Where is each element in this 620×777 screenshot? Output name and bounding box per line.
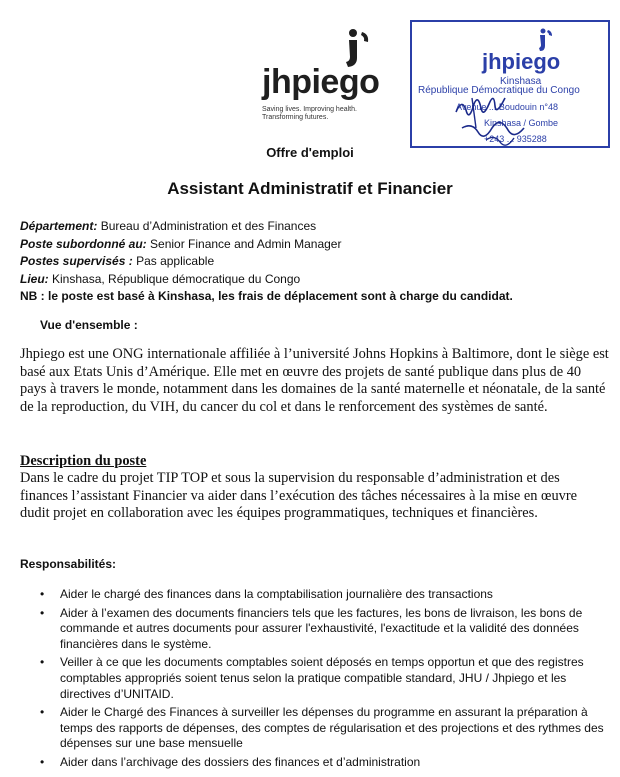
- lieu-label: Lieu:: [20, 271, 49, 286]
- responsibilities-list: [40, 587, 612, 774]
- overview-paragraph: Jhpiego est une ONG internationale affiliée à l’université Johns Hopkins à Baltimore, dont le siège est basé aux Etats Unis d’Amérique. Elle met en œuvre des projets de santé publique dans plus de 40 pays à travers le monde, notamment dans les domaines de la santé maternelle et néonatale, de la santé de la reproduction, du VIH, du cancer du col et dans le renforcement des systèmes de santé.: [20, 346, 609, 415]
- postes-supervises-value: Pas applicable: [132, 254, 215, 268]
- list-item-text: Aider dans l’archivage des dossiers des finances et d’administration: [60, 754, 421, 769]
- postes-supervises-row: [20, 253, 513, 271]
- poste-subordonne-value: Senior Finance and Admin Manager: [146, 236, 342, 251]
- stamp-country: République Démocratique du Congo: [418, 85, 580, 96]
- departement-label: Département:: [20, 219, 98, 233]
- logo-tagline-line-2: Transforming futures.: [262, 114, 329, 121]
- poste-subordonne-label: Poste subordonné au:: [20, 236, 147, 251]
- lieu-row: [20, 271, 513, 289]
- bullet-icon: •: [40, 705, 45, 720]
- poste-subordonne-row: [20, 236, 513, 254]
- bullet-icon: •: [40, 655, 45, 670]
- bullet-icon: •: [40, 587, 45, 601]
- jhpiego-logo: [262, 28, 380, 128]
- list-item-text: Aider le Chargé des Finances à surveiller les dépenses du programme en assurant la préparation à temps des rapports de dépenses, des comptes de régularisation et des projections et des rythmes des dépenses sur une base mensuelle: [60, 705, 604, 751]
- departement-row: [20, 218, 513, 236]
- postes-supervises-label: Postes supervisés :: [20, 254, 133, 268]
- list-item-text: Veiller à ce que les documents comptables soient déposés en temps opportun et que des registres comptables appropriés soient tenus selon la pratique compatible standard, JHU / Jhpiego et les directives d’UNITAID.: [60, 655, 584, 701]
- job-offer-label: Offre d'emploi: [266, 145, 354, 160]
- jhpiego-mark-icon: [338, 28, 374, 68]
- overview-heading: Vue d'ensemble :: [40, 318, 138, 332]
- responsibilities-heading: Responsabilités:: [20, 557, 117, 571]
- list-item-text: Aider le chargé des finances dans la comptabilisation journalière des transactions: [60, 587, 493, 601]
- list-item: [40, 587, 612, 603]
- job-info-block: [20, 218, 513, 306]
- logo-tagline: [262, 106, 372, 122]
- list-item: [40, 655, 612, 702]
- list-item: [40, 705, 612, 752]
- lieu-value: Kinshasa, République démocratique du Congo: [48, 271, 301, 286]
- nb-note: NB : le poste est basé à Kinshasa, les frais de déplacement sont à charge du candidat.: [20, 289, 513, 303]
- stamp-wordmark: jhpiego: [482, 49, 561, 74]
- stamp-address: Avenue ... Boudouin n°48: [456, 102, 559, 112]
- bullet-icon: •: [40, 754, 45, 769]
- description-heading: Description du poste: [20, 453, 147, 469]
- description-paragraph: Dans le cadre du projet TIP TOP et sous la supervision du responsable d’administration et des finances l’assistant Financier va aider dans l’exécution des tâches nécessaires à la mise en œuvre dudit projet en collaboration avec les équipes programmatiques, techniques et financières.: [20, 470, 578, 521]
- stamp-phone: +243 ... 935288: [484, 134, 547, 144]
- list-item: [40, 606, 612, 653]
- bullet-icon: •: [40, 605, 45, 620]
- page-title: Assistant Administratif et Financier: [167, 179, 453, 198]
- departement-value: Bureau d’Administration et des Finances: [97, 219, 317, 233]
- stamp-city: Kinshasa: [500, 76, 542, 87]
- list-item-text: Aider à l’examen des documents financiers tels que les factures, les bons de livraison, les bons de commande et autres documents pour assurer l'exhaustivité, l'exactitude et la validité des données financières dans le système.: [60, 605, 583, 651]
- list-item: [40, 755, 612, 771]
- stamp-commune: Kinshasa / Gombe: [484, 118, 559, 128]
- logo-tagline-line-1: Saving lives. Improving health.: [262, 106, 357, 113]
- logo-wordmark: jhpiego: [262, 63, 380, 101]
